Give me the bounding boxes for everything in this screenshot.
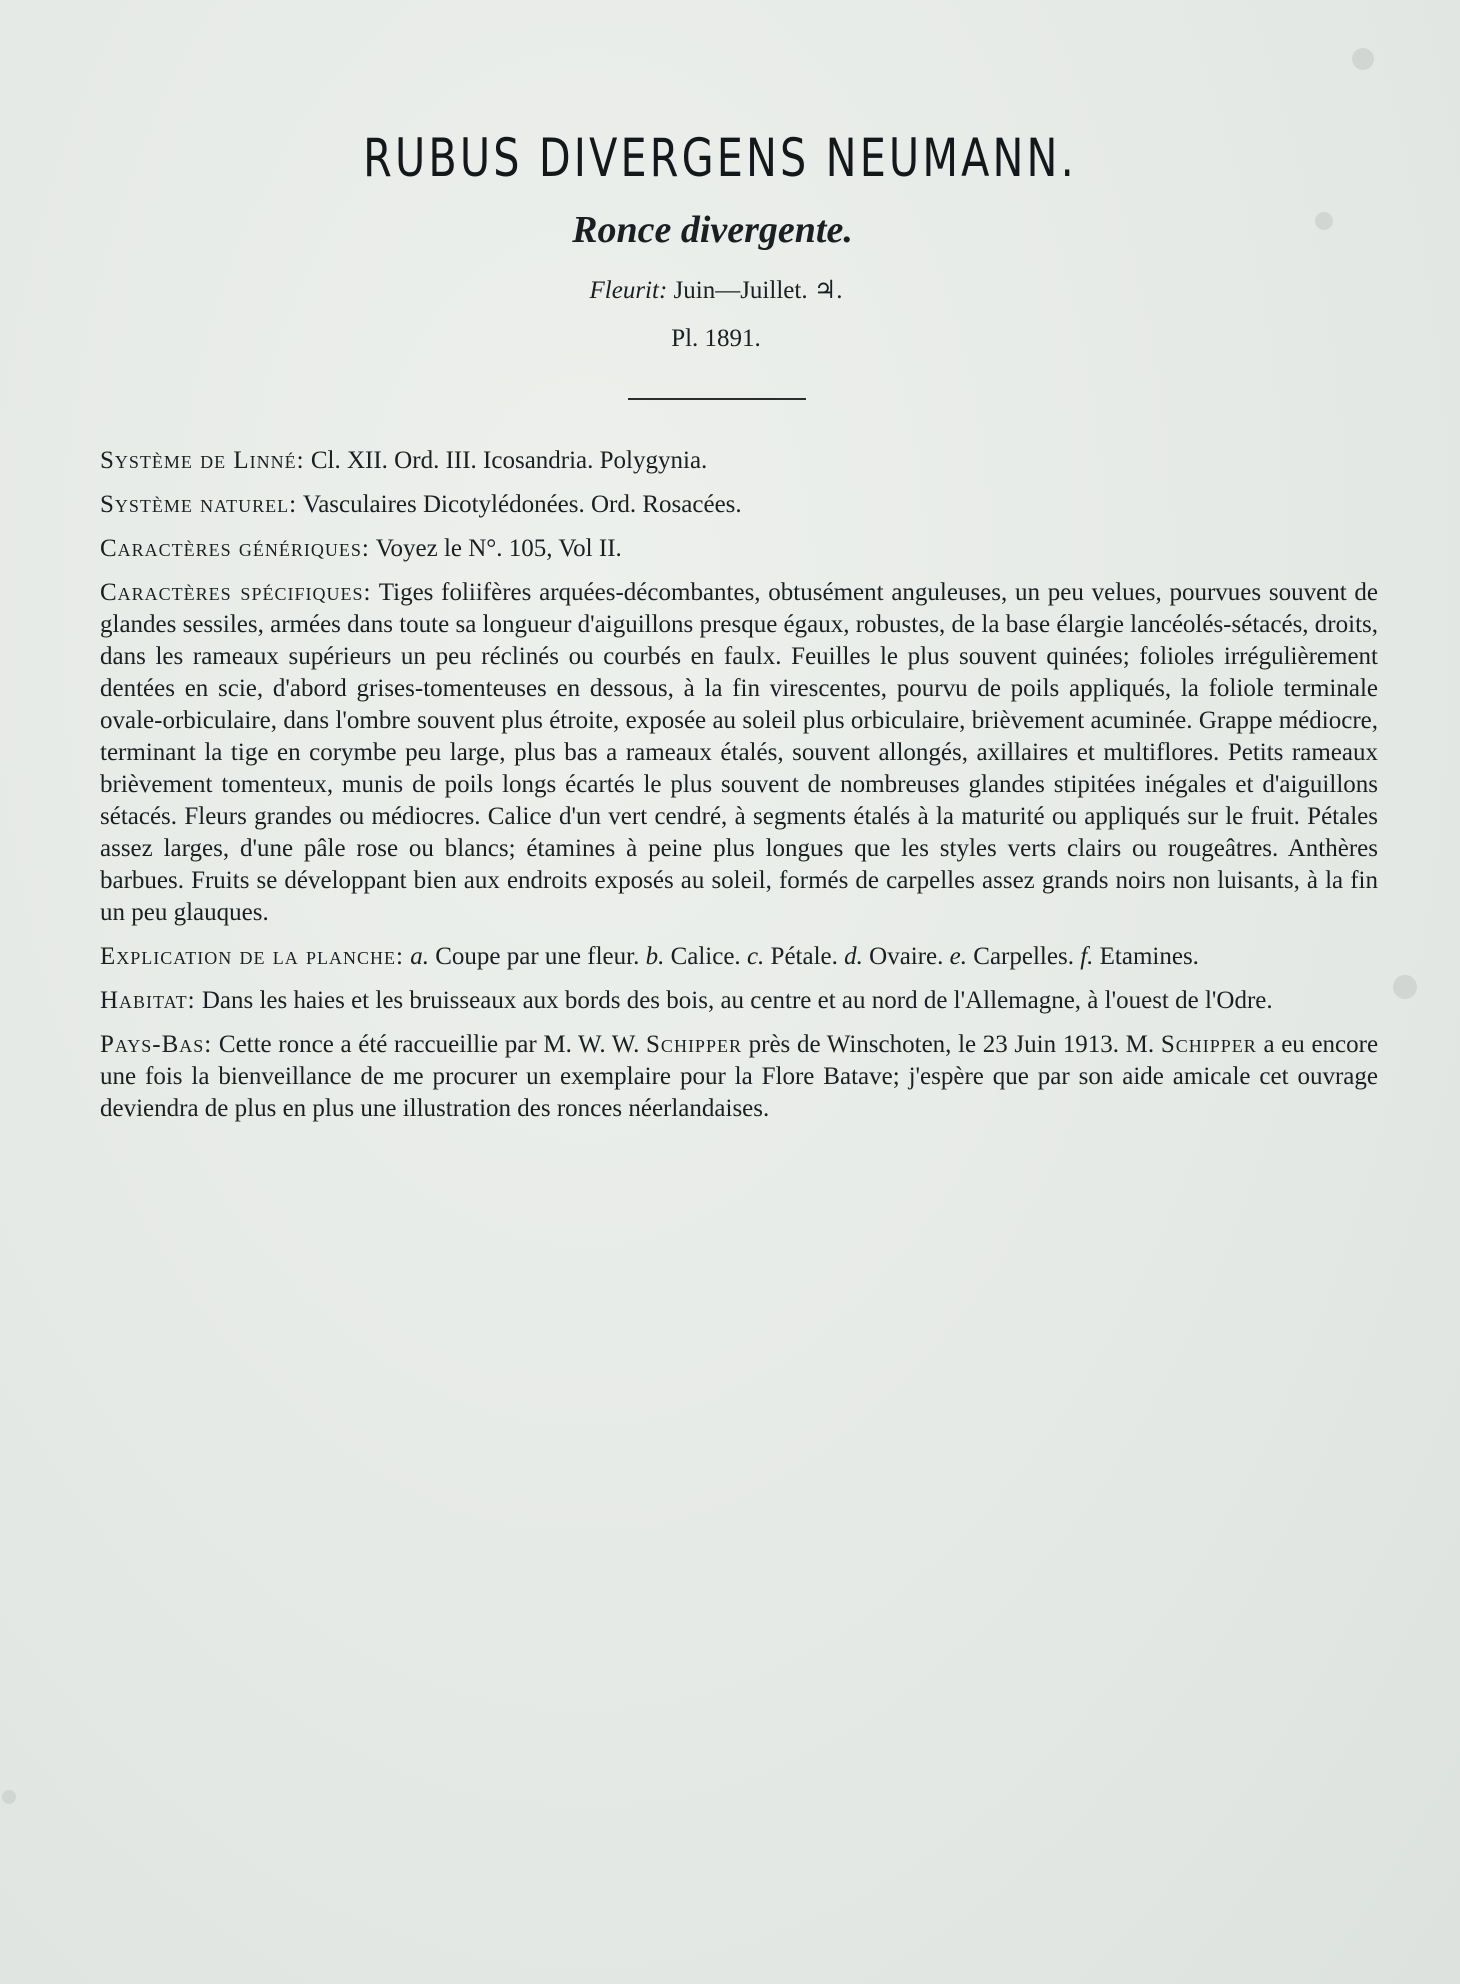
section-text: près de Winschoten, le 23 Juin 1913. M. xyxy=(748,1031,1155,1058)
section-linne xyxy=(100,445,1378,477)
plate-key: f. xyxy=(1080,943,1094,970)
page-subtitle: Ronce divergente. xyxy=(572,209,853,251)
section-text: Cl. XII. Ord. III. Icosandria. Polygynia. xyxy=(310,447,708,474)
section-paysbas xyxy=(100,1029,1378,1125)
plate-number: Pl. 1891. xyxy=(671,325,761,352)
section-label: Pays-Bas: xyxy=(100,1031,213,1058)
section-text: Dans les haies et les bruisseaux aux bords des bois, au centre et au nord de l'Allemagne, à l'ouest de l'Odre. xyxy=(201,987,1273,1014)
description-body xyxy=(100,445,1378,1137)
plate-key: e. xyxy=(949,943,968,970)
section-label: Caractères génériques: xyxy=(100,535,370,562)
plate-item: Ovaire. xyxy=(869,943,944,970)
section-text: Vasculaires Dicotylédonées. Ord. Rosacées. xyxy=(302,491,742,518)
section-label: Système de Linné: xyxy=(100,447,305,474)
section-text: Cette ronce a été raccueillie par M. W. W. xyxy=(218,1031,640,1058)
section-specifiques xyxy=(100,577,1378,929)
section-generiques xyxy=(100,533,1378,565)
plate-item: Pétale. xyxy=(770,943,838,970)
section-label: Explication de la planche: xyxy=(100,943,404,970)
plate-key: b. xyxy=(645,943,665,970)
person-name: Schipper xyxy=(646,1031,742,1058)
paper-spot xyxy=(1352,48,1374,70)
plate-item: Calice. xyxy=(670,943,741,970)
section-text: a eu encore une fois la bienveillance de me procurer un exemplaire pour la Flore Batave; j'espère que par son aide amicale cet ouvrage deviendra de plus en plus une illustration des ronces néerlandaises. xyxy=(100,1031,1379,1122)
section-explication xyxy=(100,941,1378,973)
flowering-value: Juin—Juillet. ♃. xyxy=(673,277,843,304)
section-text: Voyez le N°. 105, Vol II. xyxy=(375,535,622,562)
person-name: Schipper xyxy=(1160,1031,1257,1058)
section-text: Tiges foliifères arquées-décombantes, obtusément anguleuses, un peu velues, pourvues souvent de glandes sessiles, armées dans toute sa longueur d'aiguillons presque égaux, robustes, de la base élargie lancéolés-sétacés, droits, dans les rameaux supérieurs un peu réclinés ou courbés en faulx. Feuilles le plus souvent quinées; folioles irrégulièrement dentées en scie, d'abord grises-tomenteuses en dessous, à la fin virescentes, pourvu de poils appliqués, la foliole terminale ovale-orbiculaire, dans l'ombre souvent plus étroite, exposée au soleil plus orbiculaire, brièvement acuminée. Grappe médiocre, terminant la tige en corymbe peu large, plus bas a rameaux étalés, souvent allongés, axillaires et multiflores. Petits rameaux brièvement tomenteux, munis de poils longs écartés le plus souvent de nombreuses glandes stipitées inégales et d'aiguillons sétacés. Fleurs grandes ou médiocres. Calice d'un vert cendré, à segments étalés à la maturité ou appliqués sur le fruit. Pétales assez larges, d'une pâle rose ou blancs; étamines à peine plus longues que les styles verts clairs ou rougeâtres. Anthères barbues. Fruits se développant bien aux endroits exposés au soleil, formés de carpelles assez grands noirs non luisants, à la fin un peu glauques. xyxy=(100,579,1378,926)
plate-key: a. xyxy=(410,943,429,970)
flowering-line xyxy=(0,275,1432,305)
paper-spot xyxy=(1393,975,1417,999)
section-habitat xyxy=(100,985,1378,1017)
plate-item: Carpelles. xyxy=(973,943,1074,970)
divider xyxy=(628,398,806,400)
section-label: Caractères spécifiques: xyxy=(100,579,372,606)
section-naturel xyxy=(100,489,1378,521)
plate-key: c. xyxy=(746,943,765,970)
flowering-label: Fleurit: xyxy=(589,277,668,304)
section-label: Habitat: xyxy=(100,987,196,1014)
page-title: RUBUS DIVERGENS NEUMANN. xyxy=(363,128,1077,189)
plate-item: Coupe par une fleur. xyxy=(435,943,640,970)
plate-key: d. xyxy=(844,943,863,970)
section-label: Système naturel: xyxy=(100,491,298,518)
paper-spot xyxy=(2,1790,16,1804)
plate-item: Etamines. xyxy=(1099,943,1199,970)
